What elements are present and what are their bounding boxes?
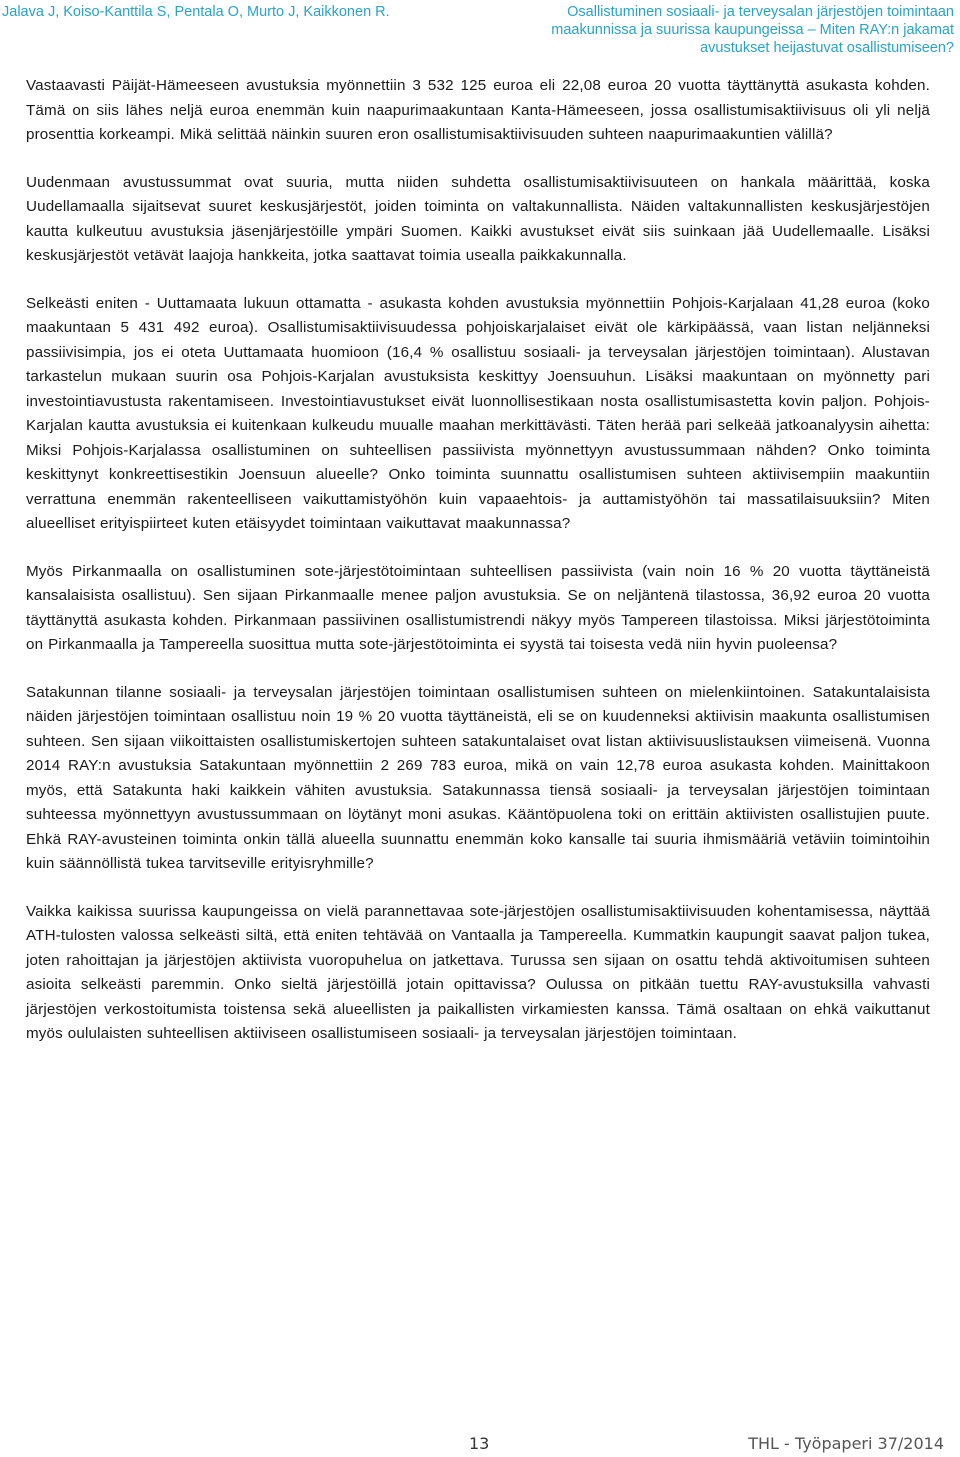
body-text xyxy=(26,74,930,1070)
header-title-line: avustukset heijastuvat osallistumiseen? xyxy=(700,40,954,56)
paragraph: Satakunnan tilanne sosiaali- ja terveysalan järjestöjen toimintaan osallistumisen suhteen on mielenkiintoinen. Satakuntalaisista näiden järjestöjen toimintaan osallistuu noin 19 % 20 vuotta täyttäneistä, eli se on kuudenneksi aktiivisin maakunta osallistumisen suhteen. Sen sijaan viikoittaisten osallistumiskertojen suhteen satakuntalaiset ovat listan aktiivisuuslistauksen viimeisenä. Vuonna 2014 RAY:n avustuksia Satakuntaan myönnettiin 2 269 783 euroa, mikä on vain 12,78 euroa asukasta kohden. Mainittakoon myös, että Satakunta haki kaikkein vähiten avustuksia. Satakunnassa tiensä sosiaali- ja terveysalan järjestöjen toimintaan suhteessa myönnettyyn avustussummaan on löytänyt moni asukas. Kääntöpuolena toki on erittäin aktiivisten osallistujien puute. Ehkä RAY-avusteinen toiminta onkin tällä alueella suunnattu enemmän koko kansalle tai suuria ihmismääriä vetäviin toimintoihin kuin säännöllistä tukea tarvitseville erityisryhmille? xyxy=(26,683,930,872)
header-authors: Jalava J, Koiso-Kanttila S, Pentala O, Murto J, Kaikkonen R. xyxy=(2,4,390,20)
paragraph: Vastaavasti Päijät-Hämeeseen avustuksia myönnettiin 3 532 125 euroa eli 22,08 euroa 20 vuotta täyttänyttä asukasta kohden. Tämä on siis lähes neljä euroa enemmän kuin naapurimaakuntaan Kanta-Hämeeseen, jossa osallistumisaktiivisuus oli yli neljä prosenttia korkeampi. Mikä selittää näinkin suuren eron osallistumisaktiivisuuden suhteen naapurimaakuntien välillä? xyxy=(26,77,930,143)
paragraph: Uudenmaan avustussummat ovat suuria, mutta niiden suhdetta osallistumisaktiivisuuteen on hankala määrittää, koska Uudellamaalla sijaitsevat suuret keskusjärjestöt, joiden toiminta on valtakunnallista. Näiden valtakunnallisten keskusjärjestöjen kautta kulkeutuu avustuksia jäsenjärjestöille ympäri Suomen. Kaikki avustukset eivät siis suinkaan jää Uudellemaalle. Lisäksi keskusjärjestöt vetävät laajoja hankkeita, jotka saattavat toimia usealla paikkakunnalla. xyxy=(26,173,930,264)
header-title xyxy=(484,3,954,57)
paragraph: Vaikka kaikissa suurissa kaupungeissa on vielä parannettavaa sote-järjestöjen osallistumisaktiivisuuden kohentamisessa, näyttää ATH-tulosten valossa selkeästi siltä, että eniten tehtävää on Vantaalla ja Tampereella. Kummatkin kaupungit saavat paljon tukea, joten rahoittajan ja järjestöjen aktiivista vuoropuhelua on jatkettava. Turussa sen sijaan on osattu tehdä aktivoitumisen suhteen asioita selkeästi paremmin. Onko sieltä järjestöillä jotain opittavissa? Oulussa on pitkään tuettu RAY-avustuksilla vahvasti järjestöjen verkostoitumista toistensa sekä alueellisten ja paikallisten virkamiesten kanssa. Tämä osaltaan on ehkä vaikuttanut myös oululaisten suhteellisen aktiiviseen osallistumiseen sosiaali- ja terveysalan järjestöjen toimintaan. xyxy=(26,902,930,1042)
paragraph: Selkeästi eniten - Uuttamaata lukuun ottamatta - asukasta kohden avustuksia myönnettiin Pohjois-Karjalaan 41,28 euroa (koko maakuntaan 5 431 492 euroa). Osallistumisaktiivisuudessa pohjoiskarjalaiset eivät ole kärkipäässä, vaan listan neljänneksi passiivisimpia, jos ei oteta Uuttamaata huomioon (16,4 % osallistuu sosiaali- ja terveysalan järjestöjen toimintaan). Alustavan tarkastelun mukaan suurin osa Pohjois-Karjalan avustuksista keskittyy Joensuuhun. Lisäksi maakuntaan on myönnetty pari investointiavustusta rakentamiseen. Investointiavustukset eivät luonnollisestikaan nosta osallistumisastetta kovin paljon. Pohjois-Karjalan kautta avustuksia ei kuitenkaan kulkeudu muualle maahan merkittävästi. Täten herää pari selkeää jatkoanalyysin aihetta: Miksi Pohjois-Karjalassa osallistuminen on suhteellisen passiivista myönnettyyn avustussummaan nähden? Onko toiminta keskittynyt konkreettisestikin Joensuun alueelle? Onko toiminta suunnattu osallistumisen suhteen aktiivisempiin maakuntiin verrattuna enemmän rakenteelliseen vaikuttamistyöhön kuin vapaaehtois- ja auttamistyöhön tai massatilaisuuksiin? Miten alueelliset erityispiirteet kuten etäisyydet toimintaan vaikuttavat maakunnassa? xyxy=(26,294,930,532)
page-number: 13 xyxy=(469,1434,490,1453)
paragraph: Myös Pirkanmaalla on osallistuminen sote-järjestötoimintaan suhteellisen passiivista (vain noin 16 % 20 vuotta täyttäneistä kansalaisista osallistuu). Sen sijaan Pirkanmaalle menee paljon avustuksia. Se on neljäntenä tilastossa, 36,92 euroa 20 vuotta täyttänyttä asukasta kohden. Pirkanmaan passiivinen osallistumistrendi näkyy myös Tampereen tilastoissa. Miksi järjestötoiminta on Pirkanmaalla ja Tampereella suosittua mutta sote-järjestötoiminta ei syystä tai toisesta vedä niin hyvin puoleensa? xyxy=(26,562,930,653)
header-title-line: maakunnissa ja suurissa kaupungeissa – Miten RAY:n jakamat xyxy=(551,22,954,38)
page-header xyxy=(0,0,960,58)
publication-series: THL - Työpaperi 37/2014 xyxy=(748,1434,944,1453)
header-title-line: Osallistuminen sosiaali- ja terveysalan järjestöjen toimintaan xyxy=(567,4,954,20)
page-footer xyxy=(0,1430,960,1457)
